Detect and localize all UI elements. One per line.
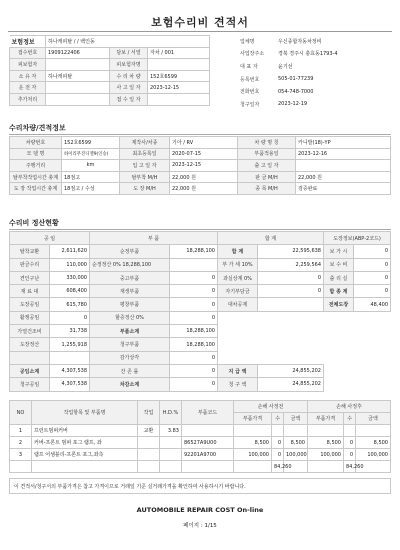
value: 48,400 xyxy=(354,298,391,311)
value: 18점고 / 수성 xyxy=(62,183,120,195)
cell: 3.83 xyxy=(160,425,182,437)
table-row xyxy=(10,82,210,94)
insurance-heading: 보험정보 xyxy=(10,36,46,48)
value xyxy=(46,93,110,105)
label: 등록번호 xyxy=(240,76,260,83)
cell xyxy=(284,425,308,437)
value: 기아 / RV xyxy=(170,137,238,149)
cell xyxy=(182,425,234,437)
table-row xyxy=(10,325,391,338)
cell xyxy=(182,461,234,473)
value: 검증완료 xyxy=(296,183,391,195)
table-row xyxy=(10,93,210,105)
label: 도 장 작업시간 총계 xyxy=(10,183,62,195)
column-header: 작업항목 및 부품명 xyxy=(32,401,138,425)
value xyxy=(258,298,324,311)
cell: 램프 어셈블리-프론트 포그,좌측 xyxy=(32,449,138,461)
label: 피보험자명 xyxy=(110,59,148,71)
cell: 100,000 xyxy=(234,449,272,461)
label: 부품소계 xyxy=(90,325,170,338)
label: 감가상각 xyxy=(90,351,170,364)
value: 152호6599 xyxy=(62,137,120,149)
cell xyxy=(356,425,391,437)
table-row xyxy=(10,298,391,311)
label: 가열건조비 xyxy=(10,325,50,338)
column-header: 도장정보(ABP-2코드) xyxy=(324,232,391,245)
table-row xyxy=(10,271,391,284)
cell xyxy=(138,449,160,461)
page-number: 페이지 : 1/15 xyxy=(183,523,217,529)
cell xyxy=(160,449,182,461)
table-row xyxy=(10,351,391,364)
value: 18,288,100 xyxy=(170,245,218,258)
value: 2023-12-15 xyxy=(170,160,238,172)
table-row xyxy=(10,171,391,183)
label: 차량번호 xyxy=(10,137,62,149)
label: 자기부담금 xyxy=(218,285,258,298)
label: 부 가 세 10% xyxy=(218,258,258,271)
label: 주행거리 xyxy=(10,160,62,172)
table-row xyxy=(10,311,391,324)
value: 22,595,638 xyxy=(258,245,324,258)
label: 업체명 xyxy=(240,38,255,45)
label: 차 량 명 칭 xyxy=(238,137,296,149)
table-row xyxy=(10,338,391,351)
value: 505-01-77239 xyxy=(278,76,314,83)
label: 탈부착작업시간 총계 xyxy=(10,171,62,183)
value: 24,855,202 xyxy=(258,364,324,377)
shop-info xyxy=(238,35,391,111)
label: 할증정산 0% xyxy=(90,311,170,324)
label: 합 계 xyxy=(218,245,258,258)
cell: 8,500 xyxy=(308,437,344,449)
label: 수 리 차 량 xyxy=(110,70,148,82)
label: 평창부품 xyxy=(90,298,170,311)
disclaimer-note: 이 견적서/청구서의 부품가격은 참고 가격이므로 거래일 기준 실거래가격을 확인하여 사용하시기 바랍니다. xyxy=(9,478,391,494)
value xyxy=(148,59,210,71)
label: 견인구난 xyxy=(10,271,50,284)
label: 청구공임 xyxy=(10,378,50,391)
value: 2023-12-19 xyxy=(278,101,308,108)
cell: 8,500 xyxy=(356,437,391,449)
value: 0 xyxy=(170,271,218,284)
cell: 0 xyxy=(272,437,284,449)
label: 운 전 자 xyxy=(10,82,46,94)
label: 접수번호 xyxy=(10,47,46,59)
column-header: 수 xyxy=(344,413,356,425)
cell xyxy=(234,425,272,437)
label: 순정정산 0% 18,288,100 xyxy=(90,258,170,271)
label: 출 고 일 자 xyxy=(238,160,296,172)
value: 0 xyxy=(170,285,218,298)
label: 제작사/차종 xyxy=(120,137,170,149)
insurance-info xyxy=(9,35,209,106)
cell xyxy=(308,461,344,473)
value: 18,288,100 xyxy=(170,338,218,351)
cell xyxy=(344,425,356,437)
table-row xyxy=(238,60,391,73)
value: 0 xyxy=(50,311,90,324)
cell: 100,000 xyxy=(284,449,308,461)
label: 순정부품 xyxy=(90,245,170,258)
table-row xyxy=(238,85,391,98)
footer-brand: AUTOMOBILE REPAIR COST On-line xyxy=(136,506,264,514)
cell: 교환 xyxy=(138,425,160,437)
cell: 8,500 xyxy=(284,437,308,449)
label: 도 장 M/H xyxy=(120,183,170,195)
label: 부품적용일 xyxy=(238,148,296,160)
label: 피보험자 xyxy=(10,59,46,71)
value: 2023-12-15 xyxy=(148,82,210,94)
cell xyxy=(160,437,182,449)
label: 대 표 자 xyxy=(240,63,258,70)
value: 하나캐피탈 xyxy=(46,70,110,82)
label: 차감소계 xyxy=(90,378,170,391)
table-row xyxy=(10,437,391,449)
label: 재생부품 xyxy=(90,285,170,298)
cell: 2 xyxy=(10,437,32,449)
table-row xyxy=(10,285,391,298)
value: 경북 경주시 충효동1793-4 xyxy=(278,51,338,58)
value: 0 xyxy=(170,311,218,324)
cell: 0 xyxy=(344,437,356,449)
label: 중고부품 xyxy=(90,271,170,284)
table-row xyxy=(10,137,391,149)
cell: 0 xyxy=(344,449,356,461)
table-row xyxy=(10,449,391,461)
column-header: 금액 xyxy=(356,413,391,425)
column-header: 금액 xyxy=(284,413,308,425)
label: 지 급 액 xyxy=(218,364,258,377)
value: 2020-07-15 xyxy=(170,148,238,160)
label: 탈착교환 xyxy=(10,245,50,258)
cell xyxy=(308,425,344,437)
label: 출 리 실 xyxy=(324,271,354,284)
value: 054-748-7000 xyxy=(278,88,314,95)
label: 활쟁공임 xyxy=(10,311,50,324)
value: 2,611,620 xyxy=(50,245,90,258)
label: 도장정산 xyxy=(10,338,50,351)
label: 탈부착 M/H xyxy=(120,171,170,183)
value: 22,000 원 xyxy=(296,171,391,183)
value: 18점고 xyxy=(62,171,120,183)
value: 0 xyxy=(170,378,218,391)
value: 0 xyxy=(354,271,391,284)
column-header: 부품가격 xyxy=(308,413,344,425)
column-header: 수 xyxy=(272,413,284,425)
label: 사업장주소 xyxy=(240,51,265,58)
label: 판 금 M/H xyxy=(238,171,296,183)
value: 2023-12-16 xyxy=(296,148,391,160)
value: 18,288,100 xyxy=(170,325,218,338)
label: 추가처리 xyxy=(10,93,46,105)
settlement-table xyxy=(9,231,391,392)
table-row xyxy=(10,59,210,71)
label: 판금수리 xyxy=(10,258,50,271)
value: 4,307,538 xyxy=(50,378,90,391)
value: 4,307,538 xyxy=(50,364,90,377)
value: 152호6599 xyxy=(148,70,210,82)
label: 합 종 계 xyxy=(324,285,354,298)
value xyxy=(296,160,391,172)
vehicle-heading: 수리차량/견적정보 xyxy=(9,124,66,132)
table-row xyxy=(10,378,391,391)
table-row xyxy=(10,148,391,160)
value: 0 xyxy=(170,298,218,311)
label: 소 유 자 xyxy=(10,70,46,82)
value: 2,259,564 xyxy=(258,258,324,271)
label: 도장공임 xyxy=(10,298,50,311)
cell xyxy=(32,461,138,473)
label: 과실상계 0% xyxy=(218,271,258,284)
column-header: 손해 사정후 xyxy=(308,401,391,413)
cell: 프런트범퍼커버 xyxy=(32,425,138,437)
label: 모 델 명 xyxy=(10,148,62,160)
column-header: NO xyxy=(10,401,32,425)
column-header: 부 품 xyxy=(90,232,218,245)
label: 최초등록일 xyxy=(120,148,170,160)
label: 청구부품 xyxy=(90,338,170,351)
table-row xyxy=(238,73,391,86)
value: 24,855,202 xyxy=(258,378,324,391)
section-divider xyxy=(9,134,391,135)
title-divider xyxy=(8,31,392,32)
value: 0 xyxy=(170,351,218,364)
label: 보 가 시 xyxy=(324,245,354,258)
label: 종 목 M/H xyxy=(238,183,296,195)
table-row xyxy=(238,35,391,48)
cell: 84,260 xyxy=(272,461,284,473)
value: 1,255,918 xyxy=(50,338,90,351)
column-header: 부품가격 xyxy=(234,413,272,425)
value: 자차 / 001 xyxy=(148,47,210,59)
value xyxy=(46,59,110,71)
table-row xyxy=(238,48,391,61)
table-row xyxy=(10,70,210,82)
value: km xyxy=(62,160,120,172)
cell xyxy=(138,461,160,473)
label: 전화번호 xyxy=(240,89,260,96)
table-row xyxy=(10,183,391,195)
column-header: 작업 xyxy=(138,401,160,425)
label: 청 구 액 xyxy=(218,378,258,391)
cell: 100,000 xyxy=(356,449,391,461)
parts-table xyxy=(9,400,391,473)
table-row xyxy=(10,425,391,437)
value: 22,000 원 xyxy=(170,171,238,183)
cell: 84,260 xyxy=(344,461,356,473)
label: 전체도장 xyxy=(324,298,354,311)
column-header: 손해 사정전 xyxy=(234,401,308,413)
label: 잔 존 률 xyxy=(90,364,170,377)
cell: 86527A9U00 xyxy=(182,437,234,449)
value: 615,780 xyxy=(50,298,90,311)
table-header-row xyxy=(10,401,391,413)
value xyxy=(170,258,218,271)
cell xyxy=(10,461,32,473)
table-row xyxy=(238,98,391,111)
column-header: 합 계 xyxy=(218,232,324,245)
table-row xyxy=(10,258,391,271)
label: 담보 / 서열 xyxy=(110,47,148,59)
insurance-company: 하나캐피탈 / / 백인동 xyxy=(46,36,210,48)
cell xyxy=(138,437,160,449)
cell: 100,000 xyxy=(308,449,344,461)
value: 우신종합자동차정비 xyxy=(278,38,322,45)
column-header: H.D.% xyxy=(160,401,182,425)
label: 청구일자 xyxy=(240,101,260,108)
cell xyxy=(234,461,272,473)
label: 입 고 일 자 xyxy=(120,160,170,172)
table-row xyxy=(10,160,391,172)
label: 접 수 일 자 xyxy=(110,93,148,105)
page-title: 보험수리비 견적서 xyxy=(151,16,249,29)
value: 윤기선 xyxy=(278,63,293,70)
cell xyxy=(272,425,284,437)
cell: 1 xyxy=(10,425,32,437)
label: 재 료 대 xyxy=(10,285,50,298)
cell: 0 xyxy=(272,449,284,461)
value: 608,400 xyxy=(50,285,90,298)
column-header: 공 임 xyxy=(10,232,90,245)
settlement-heading: 수리비 정산현황 xyxy=(9,219,59,227)
cell: 8,500 xyxy=(234,437,272,449)
label: 보 수 비 xyxy=(324,258,354,271)
value: 0 xyxy=(354,258,391,271)
value: 22,000 원 xyxy=(170,183,238,195)
value: 1909122406 xyxy=(46,47,110,59)
table-row xyxy=(10,245,391,258)
column-header: 부품코드 xyxy=(182,401,234,425)
value: 110,000 xyxy=(50,258,90,271)
cell: 92201A9700 xyxy=(182,449,234,461)
value xyxy=(46,82,110,94)
section-divider xyxy=(9,229,391,230)
cell: 커버-프론트 범퍼 포그 램프, 좌 xyxy=(32,437,138,449)
cell: 3 xyxy=(10,449,32,461)
value: 하이리무진디젤9(인승) xyxy=(62,148,120,160)
table-row xyxy=(10,232,391,245)
value: 0 xyxy=(170,364,218,377)
cell xyxy=(160,461,182,473)
value: 카니발(18)-YP xyxy=(296,137,391,149)
table-row xyxy=(10,47,210,59)
value: 31,738 xyxy=(50,325,90,338)
value: 0 xyxy=(354,285,391,298)
table-row xyxy=(10,461,391,473)
table-row xyxy=(10,364,391,377)
value: 0 xyxy=(258,285,324,298)
value xyxy=(148,93,210,105)
vehicle-info xyxy=(9,136,391,195)
label: 공임소계 xyxy=(10,364,50,377)
value: 330,000 xyxy=(50,271,90,284)
value: 0 xyxy=(354,245,391,258)
label: 사 고 일 자 xyxy=(110,82,148,94)
label: 대차공제 xyxy=(218,298,258,311)
value: 0 xyxy=(258,271,324,284)
